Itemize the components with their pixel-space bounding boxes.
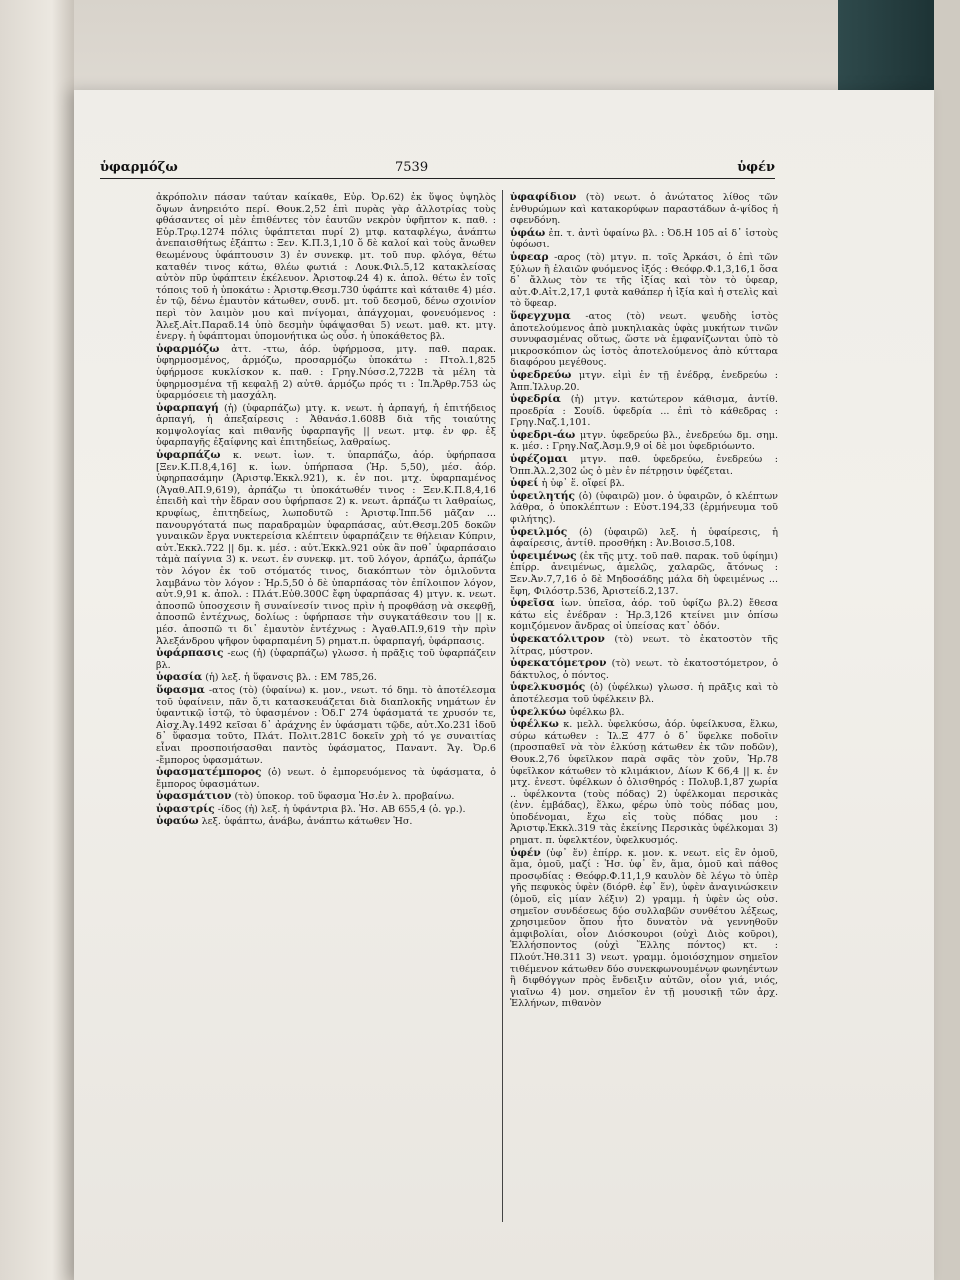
entry-definition: ἐπ. τ. ἀντὶ ὑφαίνω βλ. : Ὀδ.Η 105 αἱ δ᾽ ἱστοὺς ὑφόωσι. xyxy=(510,227,778,251)
entry-definition: (τὸ) νεωτ. ὁ ἀνώτατος λίθος τῶν ἐνθυρώμων καὶ κατακορύφων παραστάδων ἀ-ψίδος ἡ σφενδόνη. xyxy=(510,192,778,227)
entry-definition: -εως (ἡ) (ὑφαρπάζω) γλωσσ. ἡ πρᾶξις τοῦ ὑφαρπάζειν βλ. xyxy=(156,648,496,671)
dictionary-entry xyxy=(510,682,778,705)
dictionary-entry xyxy=(156,685,496,766)
header-rule xyxy=(100,178,775,179)
dictionary-entry xyxy=(510,370,778,393)
dictionary-entry xyxy=(510,527,778,550)
entry-headword: ὑφαρμόζω xyxy=(156,342,220,355)
dictionary-entry xyxy=(510,551,778,597)
entry-definition: -ατος (τὸ) (ὑφαίνω) κ. μον., νεωτ. τό δημ. τὸ ἀποτέλεσμα τοῦ ὑφαίνειν, πᾶν ὅ,τι κατασκευάζεται διὰ διαπλοκῆς νημάτων ἐν ὑφαντικῷ ἱστῷ, τὸ ὑφασμένον : Ὀδ.Γ 274 ὑφάσματά τε χρυσόν τε, Αἰσχ.Ἀγ.1492 κεῖσαι δ᾽ ἀράχνης ἐν ὑφάσματι τῷδε, αὐτ.Χο.231 ἰδοῦ δ᾽ ὕφασμα τοῦτο, Πλάτ. Πολιτ.281C δοκεῖν χρὴ τό γε συναιτίας εἶναι προσποιήσασθαι παντὸς ὑφάσματος, Παναντ. Ἄγ. Ὀρ.6 -ἔμπορος ὑφασμάτων. xyxy=(156,684,496,766)
entry-definition: (ἐκ τῆς μτχ. τοῦ παθ. παρακ. τοῦ ὑφίημι) ἐπίρρ. ἀνειμένως, ἀμελῶς, χαλαρῶς, ἄτόνως : Ξεν.Ἀν.7,7,16 ὁ δὲ Μηδοσάδης μάλα δὴ ὑφειμένως ... ἔφη, Φιλόστρ.536, Ἀριστείδ.2,137. xyxy=(510,550,778,597)
dictionary-entry xyxy=(510,634,778,657)
entry-definition: ὑφέλκω βλ. xyxy=(569,706,625,718)
entry-headword: ὑφέλκω xyxy=(510,718,559,731)
entry-definition: -ατος (τὸ) νεωτ. ψευδὴς ἱστὸς ἀποτελούμενος ἀπὸ μυκηλιακὰς ὑφὰς μυκήτων τινῶν συνυφασμένας οὕτως, ὥστε νὰ ἐμφανίζωνται ὑπὸ τὸ μικροσκόπιον ὡς ἱστὸς ἀποτελούμενος ἀπὸ κύτταρα διαφόρου μεγέθους. xyxy=(510,310,778,369)
left-column xyxy=(156,192,496,1252)
facing-page-edge xyxy=(0,0,74,1280)
dictionary-entry xyxy=(510,598,778,633)
dictionary-entry xyxy=(510,311,778,369)
entry-definition: (ἡ) λεξ. ἡ ὕφανσις βλ. : ΕΜ 785,26. xyxy=(205,672,377,684)
entry-definition: (τὸ) ὑποκορ. τοῦ ὕφασμα Ἡσ.ἐν λ. προβαίνω. xyxy=(234,791,455,803)
entry-headword: ὑφεδρία xyxy=(510,393,561,406)
dictionary-entry xyxy=(156,804,496,816)
entry-definition: (ὁ) (ὑφαιρῶ) λεξ. ἡ ὑφαίρεσις, ἡ ἀφαίρεσις, ἀντίθ. προσθήκη : Ἀν.Βοισσ.5,108. xyxy=(510,526,778,550)
entry-headword: ὑφάρπασις xyxy=(156,647,224,660)
page-number: 7539 xyxy=(395,160,429,175)
entry-headword: ὑφαφίδιον xyxy=(510,192,577,203)
dictionary-entry xyxy=(510,491,778,526)
dictionary-entry xyxy=(156,403,496,449)
dictionary-entry xyxy=(156,767,496,790)
entry-definition: μτγν. παθ. ὑφεδρεύω, ἐνεδρεύω : Ὀππ.Ἁλ.2,302 ὡς ὁ μὲν ἐν πέτρῃσιν ὑφέζεται. xyxy=(510,454,778,477)
dictionary-entry xyxy=(156,648,496,671)
dictionary-entry xyxy=(510,252,778,310)
right-column xyxy=(510,192,778,1252)
entry-definition: μτγν. εἰμὶ ἐν τῇ ἐνέδρᾳ, ἐνεδρεύω : Ἀππ.Ἰλλυρ.20. xyxy=(510,369,778,393)
dictionary-entry xyxy=(510,719,778,847)
dictionary-entry xyxy=(510,478,778,490)
entry-headword: ὑφέζομαι xyxy=(510,453,568,466)
entry-headword: ὑφεῖσα xyxy=(510,597,555,610)
entry-headword: ὕφεγχυμα xyxy=(510,309,571,322)
entry-headword: ὑφαύω xyxy=(156,815,199,828)
entry-headword: ὑφελκυσμός xyxy=(510,681,586,694)
entry-headword: ὑφαρπάζω xyxy=(156,449,221,462)
entry-headword: ὑφεί xyxy=(510,477,539,490)
dictionary-entry xyxy=(510,228,778,251)
dictionary-entry xyxy=(156,344,496,402)
dictionary-entry xyxy=(510,192,778,227)
entry-definition: κ. νεωτ. ἰων. τ. ὑπαρπάζω, ἀόρ. ὑφήρπασα [Ξεν.Κ.Π.8,4,16] κ. ἰων. ὑπήρπασα (Ἡρ. 5,50), μέσ. ἀόρ. ὑφηρπασάμην (Ἀριστφ.Ἐκκλ.921), κ. ἐν ποι. μτχ. ὑφαρπαμένος (Ἀγαθ.ΑΠ.9,619), ἀρπάζω τι ὑποκάτωθέν τινος : Ξεν.Κ.Π.8,4,16 ἐπειδὴ καὶ τὴν ἕδραν σου ὑφήρπασε 2) κ. νεωτ. ἁρπάζω τι λαθραίως, κρυφίως, ἐπιτηδείως, λωποδυτῶ : Ἀριστφ.Ἱππ.56 μᾶζαν ... πανουργότατά πως παραδραμὼν ὑφαρπάσας, αὐτ.Θεσμ.205 δοκῶν γυναικῶν ἔργα νυκτερείσια κλέπτειν ὑφαρπάζειν τε θήλειαν Κύπριν, αὐτ.Ἐκκλ.722 || δμ. κ. μέσ. : αὐτ.Ἐκκλ.921 οὐκ ἂν ποθ᾽ ὑφαρπάσαιο τἀμὰ παίγνια 3) κ. νεωτ. ἐν συνεκφ. μτ. τοῦ λόγον, ἁρπάζω, ἁρπάζω τὸν λόγον ἐκ τοῦ στόματός τινος, διακόπτων τὸν ὁμιλοῦντα λαμβάνω τὸν λόγον : Ἡρ.5,50 ὁ δὲ ὑπαρπάσας τὸν ἐπίλοιπον λόγον, αὐτ.9,91 κ. ἀπολ. : Πλάτ.Εὐθ.300C ἔφη ὑφαρπάσας 4) μτγν. κ. νεωτ. ἀποσπῶ ὑποσχεσιν ἢ συναίνεσίν τινος πρὶν ἡ προφθάσῃ νὰ σκεφθῇ, ἀποσπῶ ἐντέχνως, δολίως : ὑφήρπασε τὴν συγκατάθεσιν του || κ. μέσ. ἀποσπῶ τι δι᾽ ἐμαυτὸν ἐντέχνως : Ἀγαθ.ΑΠ.9,619 τὴν πρὶν Ἀλεξάνδρου ψῆφον ὑφαρπαμένη 5) ρηματ.π. ὑφαρπαγή, ὑφάρπασις. xyxy=(156,450,496,647)
entry-definition: (τὸ) νεωτ. τὸ ἑκατοστόμετρον, ὁ δάκτυλος, ὁ πόντος. xyxy=(510,658,778,681)
entry-definition: (ἡ) (ὑφαρπάζω) μτγ. κ. νεωτ. ἡ ἁρπαγή, ἡ ἐπιτήδειος ἁρπαγή, ἡ ἀπεξαίρεσις : Ἀθανάσ.1.608Β διὰ τῆς τοιαύτης κομψολογίας καὶ πιθανῆς ὑφαρπαγῆς || νεωτ. μτφ. ἐν φρ. ἐξ ὑφαρπαγῆς ἐξαίφνης καὶ ἐπιτηδείως, λαθραίως. xyxy=(156,402,496,449)
entry-headword: ὑφεαρ xyxy=(510,250,549,263)
entry-headword: ὑφεδρεύω xyxy=(510,368,572,381)
entry-headword: ὑφειλμός xyxy=(510,525,568,538)
entry-headword: ὑφέν xyxy=(510,846,541,859)
entry-headword: ὑφεκατόμετρον xyxy=(510,657,607,670)
entry-definition: (ἡ) μτγν. κατώτερον κάθισμα, ἀντίθ. προεδρία : Σουίδ. ὑφεδρία ... ἐπὶ τὸ κάθεδρας : Γρηγ.Ναζ.1,101. xyxy=(510,394,778,429)
entry-headword: ὑφασία xyxy=(156,671,203,684)
entry-definition: (ὁ) νεωτ. ὁ ἐμπορευόμενος τὰ ὑφάσματα, ὁ ἔμπορος ὑφασμάτων. xyxy=(156,767,496,790)
entry-definition: (ὁ) (ὑφέλκω) γλωσσ. ἡ πρᾶξις καὶ τὸ ἀποτέλεσμα τοῦ ὑφέλκειν βλ. xyxy=(510,682,778,705)
entry-definition: (ὁ) (ὑφαιρῶ) μον. ὁ ὑφαιρῶν, ὁ κλέπτων λάθρα, ὁ ὑποκλέπτων : Εὐστ.194,33 (ἑρμήνευμα τοῦ φιλήτης). xyxy=(510,490,778,526)
entry-definition: ἀκρόπολιν πάσαν ταύταν καίκαθε, Εὐρ. Ὀρ.62) ἐκ ὕψος ὑψηλὸς ὄψων ἀνηρειότο περί. Θουκ.2,52 ἐπὶ πυρὰς γὰρ ἀλλοτρίας τοὺς φθάσαντες οἱ μὲν ἐπιθέντες τὸν ἑαυτῶν νεκρὸν ὑφῆπτον κ. παθ. : Εὐρ.Τρῳ.1274 πόλις ὑφάπτεται πυρί 2) μτφ. καταφλέγω, ἀνάπτω ἀνεπαισθήτως ἐξάπτω : Ξεν. Κ.Π.3,1,10 ὅ δὲ καλοί καὶ τοὺς ἄνωθεν θεωμένους ὑφάπτουσιν 3) ἐν συνεκφ. μτ. τοῦ πυρ. φλόγα, θέτω καταθέν τινος κάτω, θλέω φωτιά : Λουκ.Φιλ.5,12 κατακλείσας αὐτὸν πῦρ ὑφάπτειν ἐκέλευον. Ἀριστοφ.24 4) κ. ἀπολ. θέτω ἐν τοῖς τόποις τοῦ ἡ ὑποκάτω : Ἀριστφ.Θεσμ.730 ὑφάπτε καὶ κάταιθε 4) μέσ. ἐν τῷ, δένω ἐμαυτὸν κάτωθεν, συνδ. μτ. τοῦ δεσμοῦ, δένω σχοινίον περὶ τὸν λαιμὸν μου καὶ πνίγομαι, ἀπάγχομαι, φονευόμενος : Ἀλεξ.Αἰτ.Παραδ.14 ὑπὸ δεσμὴν ὑφάψασθαι 5) νεωτ. μαθ. κτ. μτγ. ἐνεργ. ἡ ὑφάπτομαι ὑπομονήτικα ὡς οὖσ. ἡ ὑποκάθετος βλ. xyxy=(156,192,496,343)
dictionary-entry xyxy=(510,430,778,453)
dictionary-entry xyxy=(156,450,496,647)
entry-headword: ὑφελκύω xyxy=(510,705,567,718)
entry-definition: -ίδος (ἡ) λεξ. ἡ ὑφάντρια βλ. Ἡσ. ΑΒ 655,4 (ὁ. γρ.). xyxy=(217,803,466,815)
entry-headword: ὑφάω xyxy=(510,226,546,239)
header-right-word: ὑφέν xyxy=(737,160,775,175)
dictionary-entry xyxy=(510,454,778,477)
dictionary-entry xyxy=(510,848,778,1010)
entry-headword: ὑφασμάτιον xyxy=(156,790,232,803)
page-header xyxy=(100,160,775,182)
entry-headword: ὑφεκατόλιτρον xyxy=(510,632,605,645)
entry-headword: ὕφασμα xyxy=(156,683,205,696)
header-left-word: ὑφαρμόζω xyxy=(100,160,178,175)
dictionary-entry xyxy=(156,672,496,684)
entry-definition: ἰων. ὑπεῖσα, ἀόρ. τοῦ ὑφίζω βλ.2) ἔθεσα κάτω εἰς ἐνέδραν : Ἡρ.3,126 κτείνει μιν ὀπίσω κομιζόμενον ἄνδρας οἱ ὑπείσας κατ᾽ ὁδόν. xyxy=(510,598,778,633)
entry-definition: -αρος (τὸ) μτγν. π. τοῖς Ἀρκάσι, ὁ ἐπὶ τῶν ξύλων ἢ ἐλαιῶν φυόμενος ἰξός : Θεόφρ.Φ.1,3,16,1 ὅσα δ᾽ ἄλλως τὸν τε τῆς ἰξίας καὶ τὸν τὸ ὑφεαρ, αὐτ.Φ.Αἰτ.2,17,1 φυτὰ καθάπερ ἡ ἰξία καὶ ἡ στελὶς καὶ τὸ ὕφεαρ. xyxy=(510,251,778,310)
dictionary-entry xyxy=(510,658,778,681)
entry-definition: ἡ ὑφ᾽ ἕ. οἴφεί βλ. xyxy=(541,478,625,490)
entry-headword: ὑφειμένως xyxy=(510,549,577,562)
dictionary-entry xyxy=(510,394,778,429)
column-divider xyxy=(502,190,503,1222)
entry-definition: λεξ. ὑφάπτω, ἀνάβω, ἀνάπτω κάτωθεν Ἡσ. xyxy=(201,816,413,828)
dictionary-entry xyxy=(156,816,496,828)
entry-headword: ὑφεδρι-άω xyxy=(510,428,576,441)
dictionary-entry xyxy=(156,192,496,343)
entry-definition: μτγν. ὑφεδρεύω βλ., ἐνεδρεύω δμ. σημ. κ. μέσ. : Γρηγ.Ναζ.Ἀσμ.9,9 οἱ δὲ μοι ὑφεδριόωντο. xyxy=(510,429,778,453)
entry-definition: (τὸ) νεωτ. τὸ ἑκατοστὸν τῆς λίτρας, μύστρον. xyxy=(510,633,778,657)
entry-definition: ἀττ. -ττω, ἀόρ. ὑφήρμοσα, μτγ. παθ. παρακ. ὑφηρμοσμένος, ἁρμόζω, προσαρμόζω ὑποκάτω : Πτολ.1,825 ὑφήρμοσε κυκλίσκον κ. παθ. : Γρηγ.Νύσσ.2,722Β τὰ μέλη τὰ ὑφηρμοσμένα τῇ κεφαλῇ 2) αὐτθ. ἁρμόζω πρός τι : Ἱπ.Ἄρθρ.753 ὡς ὑφαρμόσειε τὴ μασχάλη. xyxy=(156,343,496,402)
entry-definition: (ὑφ᾽ ἕν) ἐπίρρ. κ. μον. κ. νεωτ. εἰς ἓν ὁμοῦ, ἅμα, ὁμοῦ, μαζί : Ἡσ. ὑφ᾽ ἕν, ἅμα, ὁμοῦ καὶ πάθος προσῳδίας : Θεόφρ.Φ.11,1,9 καυλὸν δὲ λέγω τὸ ὑπὲρ γῆς πεφυκὸς ὑφὲν (διόρθ. ἐφ᾽ ἕν), ὑφὲν ἀναγινώσκειν (ὁμοῦ, εἰς μίαν λέξιν) 2) γραμμ. ἡ ὑφὲν ὡς οὐσ. σημεῖον συνδέσεως δύο συλλαβῶν συνθέτου λέξεως, χρησιμεῦον ὅπου ἦτο δυνατὸν νὰ γεννηθοῦν ἀμφιβολίαι, οἷον Διόσκουροι (οὐχὶ Διὸς κοῦροι), Ἑλλήσποντος (οὐχὶ Ἕλλης πόντος) κτ. : Πλούτ.Ἠθ.311 3) νεωτ. γραμμ. ὁμοιόσχημον σημεῖον τιθέμενον κάτωθεν δύο συνεκφωνουμένων φωνηέντων ἢ διφθόγγων πρὸς ἔνδειξιν αὐτῶν, οἷον γιά, νιός, γιαῖνω 4) μον. σημεῖον ἐν τῇ μουσικῇ τῶν ἀρχ. Ἑλλήνων, πιθανὸν xyxy=(510,847,778,1010)
dictionary-entry xyxy=(156,791,496,803)
entry-headword: ὑφασματέμπορος xyxy=(156,766,262,779)
entry-headword: ὑφαστρίς xyxy=(156,802,215,815)
entry-definition: κ. μελλ. ὑφελκύσω, ἀόρ. ὑφείλκυσα, ἕλκω, σύρω κάτωθεν : Ἰλ.Ξ 477 ὁ δ᾽ ὕφελκε ποδοῖιν (προσπαθεῖ νὰ τὸν ἑλκύσῃ κάτωθεν ἐκ τῶν ποδῶν), Θουκ.2,76 ὑφεῖλκον παρὰ σφᾶς τὸν χοῦν, Ἡρ.78 ὑφεῖλκον κάτωθεν τὸ κλιμάκιον, Δίων Κ 66,4 || κ. ἐν μτχ. ἐνεστ. ὑφέλκων ὁ ὀλισθηρός : Πολυβ.1,87 χωρία .. ὑφέλκοντα (τοὺς πόδας) 2) ὑφέλκομαι περσικὰς (ἐνν. ἐμβάδας), ἕλκω, φέρω ὑπὸ τοὺς πόδας μου, ὑποδένομαι, ἔχω εἰς τοὺς πόδας μου : Ἀριστφ.Ἐκκλ.319 τὰς ἐκείνης Περσικὰς ὑφέλκομαι 3) ρηματ. π. ὑφελκτέον, ὑφελκυσμός. xyxy=(510,719,778,847)
entry-headword: ὑφειλητής xyxy=(510,489,575,502)
entry-headword: ὑφαρπαγή xyxy=(156,401,219,414)
dictionary-entry xyxy=(510,707,778,719)
